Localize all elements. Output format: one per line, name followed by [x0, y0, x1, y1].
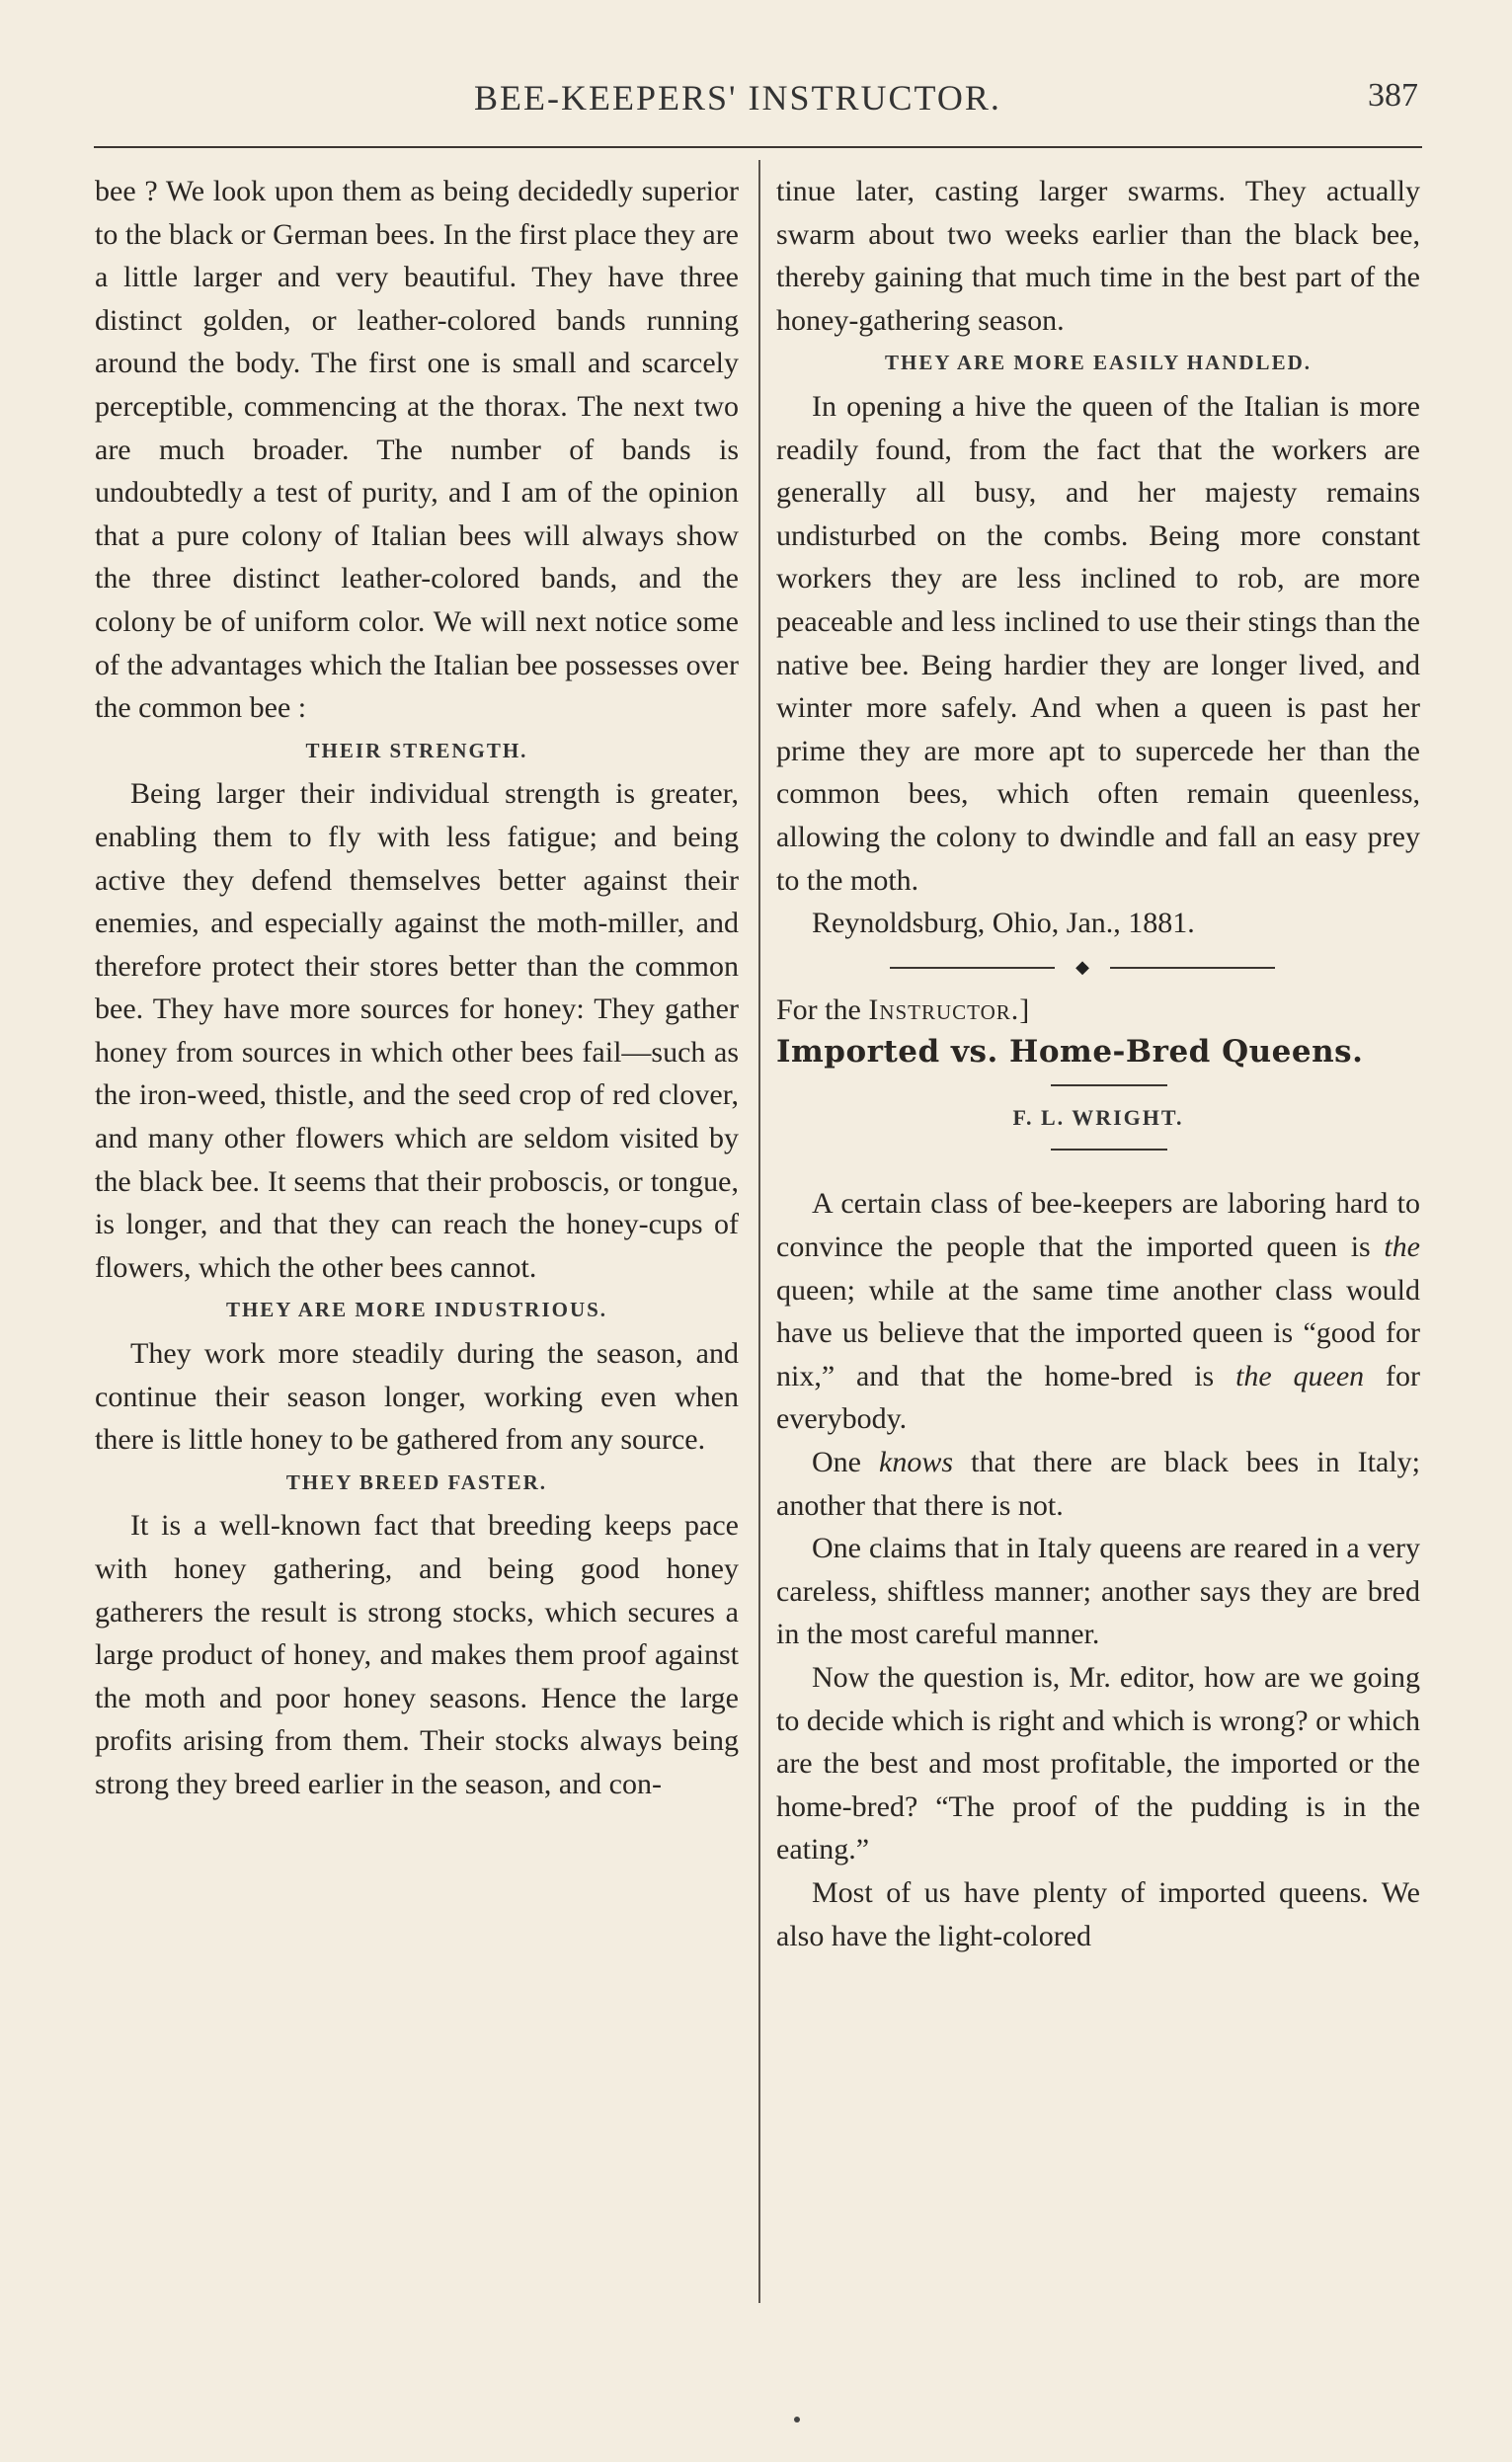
short-rule	[776, 1074, 1420, 1096]
ornamental-rule	[776, 945, 1420, 989]
header-rule	[94, 146, 1422, 148]
paragraph: In opening a hive the queen of the Italian is more readily found, from the fact that the workers are generally all busy, and her majesty remains undisturbed on the combs. Being more constant workers they are less inclined to rob, are more peaceable and less inclined to use their stings than the native bee. Being hardier they are longer lived, and winter more safely. And when a queen is past her prime they are more apt to supercede her than the common bees, which often remain queenless, allowing the colony to dwindle and fall an easy prey to the moth.	[776, 389, 1420, 897]
text-run: One	[812, 1446, 880, 1479]
attribution-prefix: For the	[776, 993, 869, 1026]
paragraph: One claims that in Italy queens are reared in a very careless, shiftless manner; another says they are bred in the most careful manner.	[776, 1532, 1420, 1651]
section-heading: THEIR STRENGTH.	[305, 738, 528, 762]
page-number: 387	[1368, 77, 1418, 114]
text-run: for everybody.	[776, 1359, 1421, 1436]
paragraph: tinue later, casting larger swarms. They actually swarm about two weeks earlier than the black bee, thereby gaining that much time in the best part of the honey-gathering season.	[776, 175, 1420, 337]
running-head	[0, 77, 1512, 122]
text-run: that there are black bees in Italy; another that there is not.	[776, 1446, 1420, 1522]
paragraph	[776, 1182, 1420, 1441]
italic-run: knows	[879, 1446, 954, 1479]
short-rule	[776, 1139, 1420, 1160]
right-column	[776, 170, 1420, 1957]
paragraph: Now the question is, Mr. editor, how are we going to decide which is right and which is wrong? or which are the best and most profitable, the imported or the home-bred? “The proof of the pudding is in the eating.”	[776, 1661, 1420, 1866]
left-column	[95, 170, 739, 1806]
article-title: Imported vs. Home-Bred Queens.	[776, 1034, 1364, 1071]
paragraph: Most of us have plenty of imported queens. We also have the light-colored	[776, 1875, 1420, 1952]
ink-speck	[794, 2417, 800, 2422]
running-title: BEE-KEEPERS' INSTRUCTOR.	[474, 78, 1001, 118]
author-byline: F. L. WRIGHT.	[1012, 1104, 1184, 1130]
attribution-line	[776, 989, 1420, 1032]
paragraph: Being larger their individual strength is greater, enabling them to fly with less fatigue; and being active they defend themselves better against their enemies, and especially against the moth-miller, and therefore protect their stores better than the common bee. They have more sources for honey: They gather honey from sources in which other bees fail—such as the iron-weed, thistle, and the seed crop of red clover, and many other flowers which are seldom visited by the black bee. It seems that their proboscis, or tongue, is longer, and that they can reach the honey-cups of flowers, which the other bees cannot.	[95, 777, 739, 1284]
section-heading: THEY ARE MORE EASILY HANDLED.	[885, 351, 1312, 375]
section-heading: THEY BREED FASTER.	[285, 1469, 548, 1494]
text-run: A certain class of bee-keepers are laboring hard to convince the people that the imported queen is	[776, 1187, 1420, 1264]
paragraph: bee ? We look upon them as being decidedly superior to the black or German bees. In the first place they are a little larger and very beautiful. They have three distinct golden, or leather-colored bands running around the body. The first one is small and scarcely perceptible, commencing at the thorax. The next two are much broader. The number of bands is undoubtedly a test of purity, and I am of the opinion that a pure colony of Italian bees will always show the three distinct leather-colored bands, and the colony be of uniform color. We will next notice some of the advantages which the Italian bee possesses over the common bee :	[95, 175, 739, 725]
attribution-name: Instructor.]	[868, 993, 1031, 1026]
text-run: queen; while at the same time another class would have us believe that the imported queen is “good for nix,” and that the home-bred is	[776, 1273, 1420, 1392]
column-divider	[758, 160, 760, 2303]
italic-run: the queen	[1235, 1359, 1365, 1392]
paragraph	[776, 1441, 1420, 1527]
rule-line	[1051, 1149, 1167, 1151]
spacer	[776, 1160, 1420, 1182]
paragraph: They work more steadily during the season, and continue their season longer, working even when there is little honey to be gathered from any source.	[95, 1337, 739, 1457]
rule-line	[1051, 1084, 1167, 1086]
section-heading: THEY ARE MORE INDUSTRIOUS.	[225, 1298, 608, 1322]
paragraph: It is a well-known fact that breeding keeps pace with honey gathering, and being good honey gatherers the result is strong stocks, which secures a large product of honey, and makes them proof against the moth and poor honey seasons. Hence the large profits arising from them. Their stocks always being strong they breed earlier in the season, and con-	[95, 1509, 739, 1800]
ornament-glyph: ◆	[1055, 957, 1110, 977]
italic-run: the	[1384, 1231, 1420, 1264]
signature-line: Reynoldsburg, Ohio, Jan., 1881.	[812, 907, 1195, 940]
